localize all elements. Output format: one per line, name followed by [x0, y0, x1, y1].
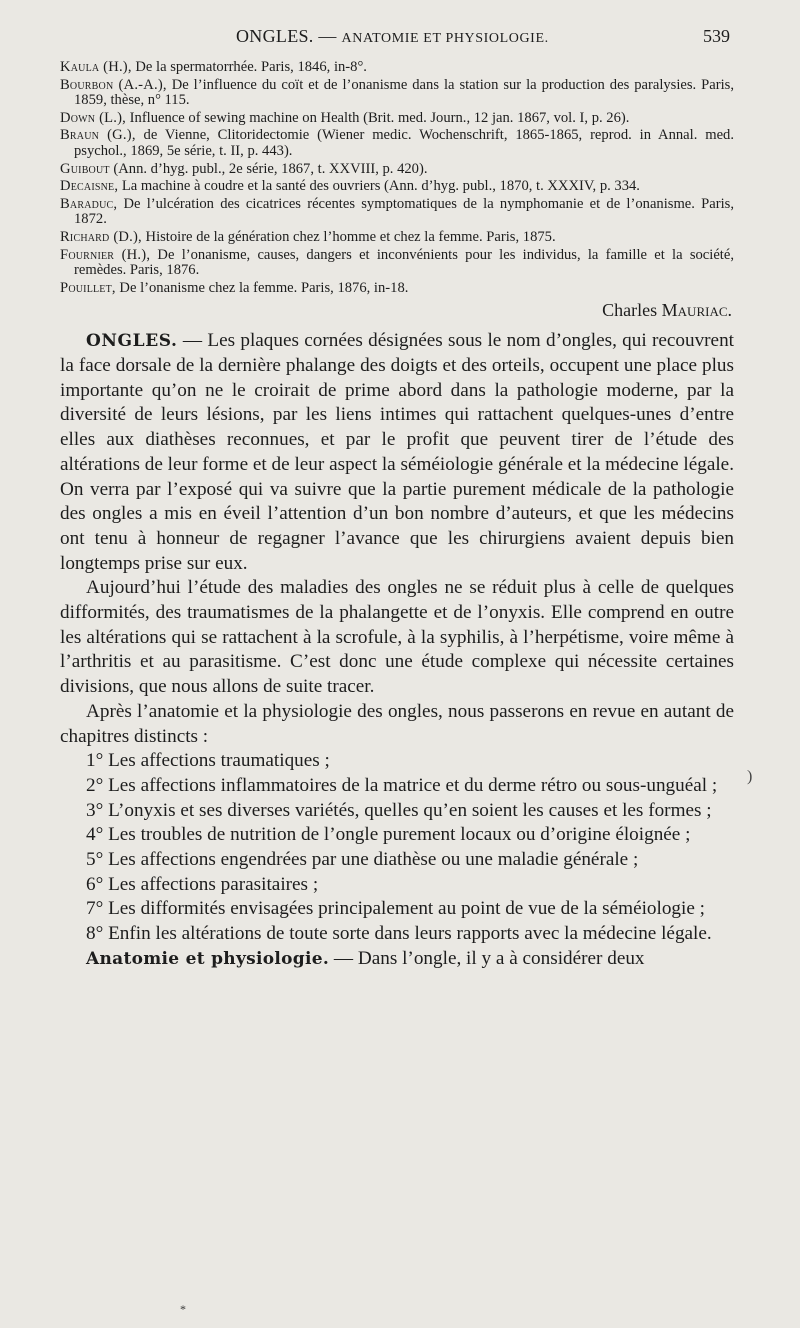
reference-entry — [60, 60, 734, 76]
reference-entry — [60, 78, 734, 109]
reference-author: Bourbon (A.-A.), — [60, 76, 167, 93]
reference-text: La machine à coudre et la santé des ouvriers (Ann. d’hyg. publ., 1870, t. XXXIV, p. 334. — [118, 178, 640, 195]
title-main: ONGLES. — [236, 26, 314, 46]
signature — [60, 300, 732, 321]
chapter-list — [60, 749, 734, 947]
margin-mark: ) — [747, 768, 753, 785]
reference-text: De l’ulcération des cicatrices récentes symptomatiques de la nymphomanie et de l’onanisme. Paris, 1872. — [74, 195, 734, 228]
reference-author: Braun (G.), — [60, 127, 136, 144]
paragraph-2: Aujourd’hui l’étude des maladies des ongles ne se réduit plus à celle de quelques difformités, des traumatismes de la phalangette et de l’onyxis. Elle comprend en outre les altérations qui se rattachent à la scrofule, à la syphilis, à l’herpétisme, voire même à l’arthritis et au parasitisme. C’est donc une étude complexe qui nécessite certaines divisions, que nous allons de suite tracer. — [60, 577, 734, 698]
reference-text: De l’onanisme chez la femme. Paris, 1876, in-18. — [115, 279, 409, 296]
reference-text: De l’onanisme, causes, dangers et inconvénients pour les individus, la famille et la société, remèdes. Paris, 1876. — [74, 246, 734, 279]
chapter-item: 8° Enfin les altérations de toute sorte dans leurs rapports avec la médecine légale. — [86, 923, 712, 945]
reference-entry — [60, 162, 734, 178]
reference-entry — [60, 111, 734, 127]
reference-text: Histoire de la génération chez l’homme et chez la femme. Paris, 1875. — [141, 228, 556, 245]
reference-text: De l’influence du coït et de l’onanisme dans la station sur la production des paralysies. Paris, 1859, thèse, n° 115. — [74, 76, 735, 109]
reference-author: Richard (D.), — [60, 228, 142, 245]
reference-text: Influence of sewing machine on Health (Brit. med. Journ., 12 jan. 1867, vol. I, p. 26). — [126, 109, 630, 126]
reference-author: Guibout — [60, 160, 110, 177]
bibliography — [60, 60, 734, 296]
running-title — [236, 26, 549, 47]
reference-entry — [60, 230, 734, 246]
chapter-item: 6° Les affections parasitaires ; — [86, 873, 319, 895]
signature-first: Charles — [602, 300, 658, 321]
reference-author: Down (L.), — [60, 109, 127, 126]
reference-text: De la spermatorrhée. Paris, 1846, in-8°. — [131, 59, 367, 75]
reference-entry — [60, 128, 734, 159]
reference-entry — [60, 197, 734, 228]
chapter-item: 1° Les affections traumatiques ; — [86, 750, 330, 772]
reference-entry — [60, 248, 734, 279]
page-number: 539 — [703, 26, 730, 46]
chapter-item: 4° Les troubles de nutrition de l’ongle purement locaux ou d’origine éloignée ; — [86, 824, 691, 846]
reference-author: Kaula (H.), — [60, 59, 132, 75]
paragraph-section — [60, 947, 734, 972]
running-header — [60, 26, 734, 52]
chapter-item: 3° L’onyxis et ses diverses variétés, quelles qu’en soient les causes et les formes ; — [86, 799, 712, 821]
reference-author: Decaisne, — [60, 178, 119, 195]
paragraph-3: Après l’anatomie et la physiologie des ongles, nous passerons en revue en autant de chapitres distincts : — [60, 700, 734, 747]
title-rest: ANATOMIE ET PHYSIOLOGIE. — [341, 31, 549, 46]
paragraph-intro — [60, 329, 734, 576]
para1-text: — Les plaques cornées désignées sous le nom d’ongles, qui recouvrent la face dorsale de la dernière phalange des doigts et des orteils, occupent une place plus importante qu’on ne le croirait de prime abord dans la pathologie moderne, par la diversité de leurs lésions, par les liens intimes qui rattachent quelques-unes d’entre elles aux diathèses reconnues, et par le profit que peuvent tirer de l’étude des altérations de leur forme et de leur aspect la séméiologie générale et la médecine légale. On verra par l’exposé qui va suivre que la partie purement médicale de la pathologie des ongles a mis en éveil l’attention d’un bon nombre d’auteurs, et que les médecins ont tenu à honneur de regagner l’avance que les chirurgiens avaient depuis bien longtemps prise sur eux. — [60, 330, 734, 574]
chapter-item: 2° Les affections inflammatoires de la matrice et du derme rétro ou sous-unguéal ; — [86, 774, 718, 796]
reference-author: Pouillet, — [60, 279, 116, 296]
reference-author: Fournier (H.), — [60, 246, 151, 263]
reference-entry — [60, 179, 734, 195]
title-dash: — — [318, 26, 337, 46]
reference-text: (Ann. d’hyg. publ., 2e série, 1867, t. XXVIII, p. 420). — [109, 160, 428, 177]
chapter-item: 7° Les difformités envisagées principalement au point de vue de la séméiologie ; — [86, 898, 706, 920]
signature-last: Mauriac. — [661, 300, 732, 321]
section-text: — Dans l’ongle, il y a à considérer deux — [329, 947, 645, 969]
article-body — [60, 329, 734, 971]
reference-entry — [60, 281, 734, 297]
section-heading: Anatomie et physiologie. — [86, 948, 330, 969]
chapter-item: 5° Les affections engendrées par une diathèse ou une maladie générale ; — [86, 849, 639, 871]
ink-speck: * — [180, 1302, 186, 1316]
reference-author: Baraduc, — [60, 195, 118, 212]
page — [60, 26, 734, 972]
lead-word: ONGLES. — [86, 331, 178, 352]
reference-text: de Vienne, Clitoridectomie (Wiener medic. Wochenschrift, 1865-1865, reprod. in Annal. med. psychol., 1869, 5e série, t. II, p. 443). — [74, 127, 734, 159]
